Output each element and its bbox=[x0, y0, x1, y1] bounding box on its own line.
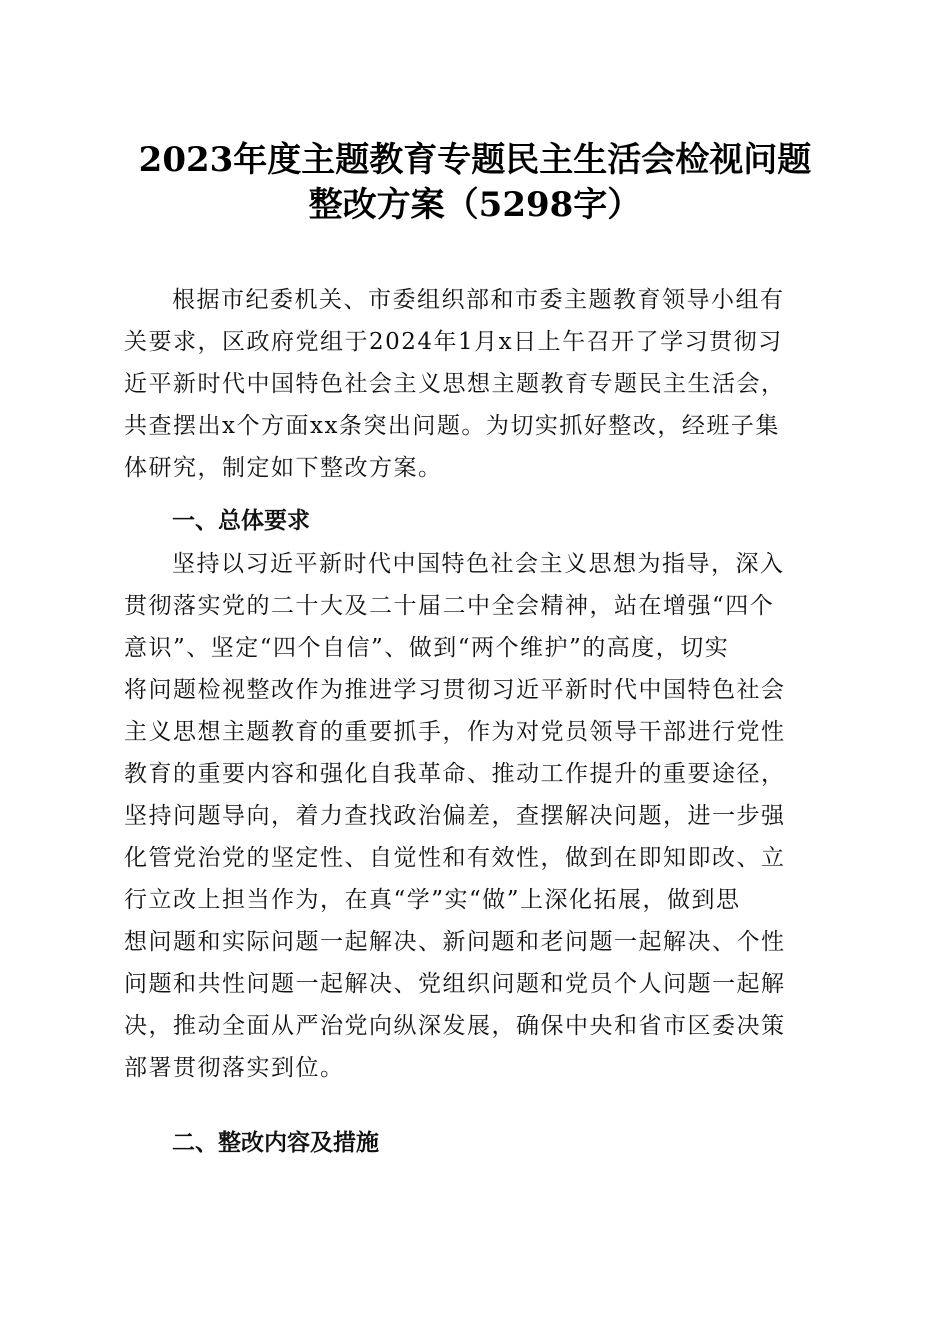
intro-paragraph bbox=[124, 279, 824, 489]
section-heading-overall-requirements: 一、总体要求 bbox=[172, 508, 310, 534]
paragraph-line: 根据市纪委机关、市委组织部和市委主题教育领导小组有 bbox=[172, 287, 785, 313]
paragraph-line: 想问题和实际问题一起解决、新问题和老问题一起解决、个性 bbox=[124, 929, 786, 955]
document-title-line-1: 2023年度主题教育专题民主生活会检视问题 bbox=[138, 140, 812, 180]
paragraph-line: 体研究，制定如下整改方案。 bbox=[124, 455, 443, 481]
paragraph-line: 决，推动全面从严治党向纵深发展，确保中央和省市区委决策 bbox=[124, 1013, 786, 1039]
paragraph-line: 坚持以习近平新时代中国特色社会主义思想为指导，深入 bbox=[172, 551, 785, 577]
paragraph-line: 问题和共性问题一起解决、党组织问题和党员个人问题一起解 bbox=[124, 971, 786, 997]
paragraph-line: 坚持问题导向，着力查找政治偏差，查摆解决问题，进一步强 bbox=[124, 803, 786, 829]
paragraph-line: 贯彻落实党的二十大及二十届二中全会精神，站在增强“四个 bbox=[124, 593, 775, 619]
paragraph-line: 教育的重要内容和强化自我革命、推动工作提升的重要途径， bbox=[124, 761, 786, 787]
section-heading-rectification-measures: 二、整改内容及措施 bbox=[172, 1130, 379, 1156]
paragraph-line: 意识”、坚定“四个自信”、做到“两个维护”的高度，切实 bbox=[124, 635, 730, 661]
paragraph-line: 化管党治党的坚定性、自觉性和有效性，做到在即知即改、立 bbox=[124, 845, 786, 871]
paragraph-line: 关要求，区政府党组于2024年1月x日上午召开了学习贯彻习 bbox=[124, 329, 783, 355]
overall-requirements-paragraph bbox=[124, 543, 824, 1089]
document-title-line-2: 整改方案（5298字） bbox=[308, 185, 642, 225]
paragraph-line: 近平新时代中国特色社会主义思想主题教育专题民主生活会， bbox=[124, 371, 786, 397]
paragraph-line: 部署贯彻落实到位。 bbox=[124, 1055, 345, 1081]
paragraph-line: 将问题检视整改作为推进学习贯彻习近平新时代中国特色社会 bbox=[124, 677, 786, 703]
paragraph-line: 共查摆出x个方面xx条突出问题。为切实抓好整改，经班子集 bbox=[124, 413, 780, 439]
paragraph-line: 行立改上担当作为，在真“学”实“做”上深化拓展，做到思 bbox=[124, 887, 741, 913]
paragraph-line: 主义思想主题教育的重要抓手，作为对党员领导干部进行党性 bbox=[124, 719, 786, 745]
